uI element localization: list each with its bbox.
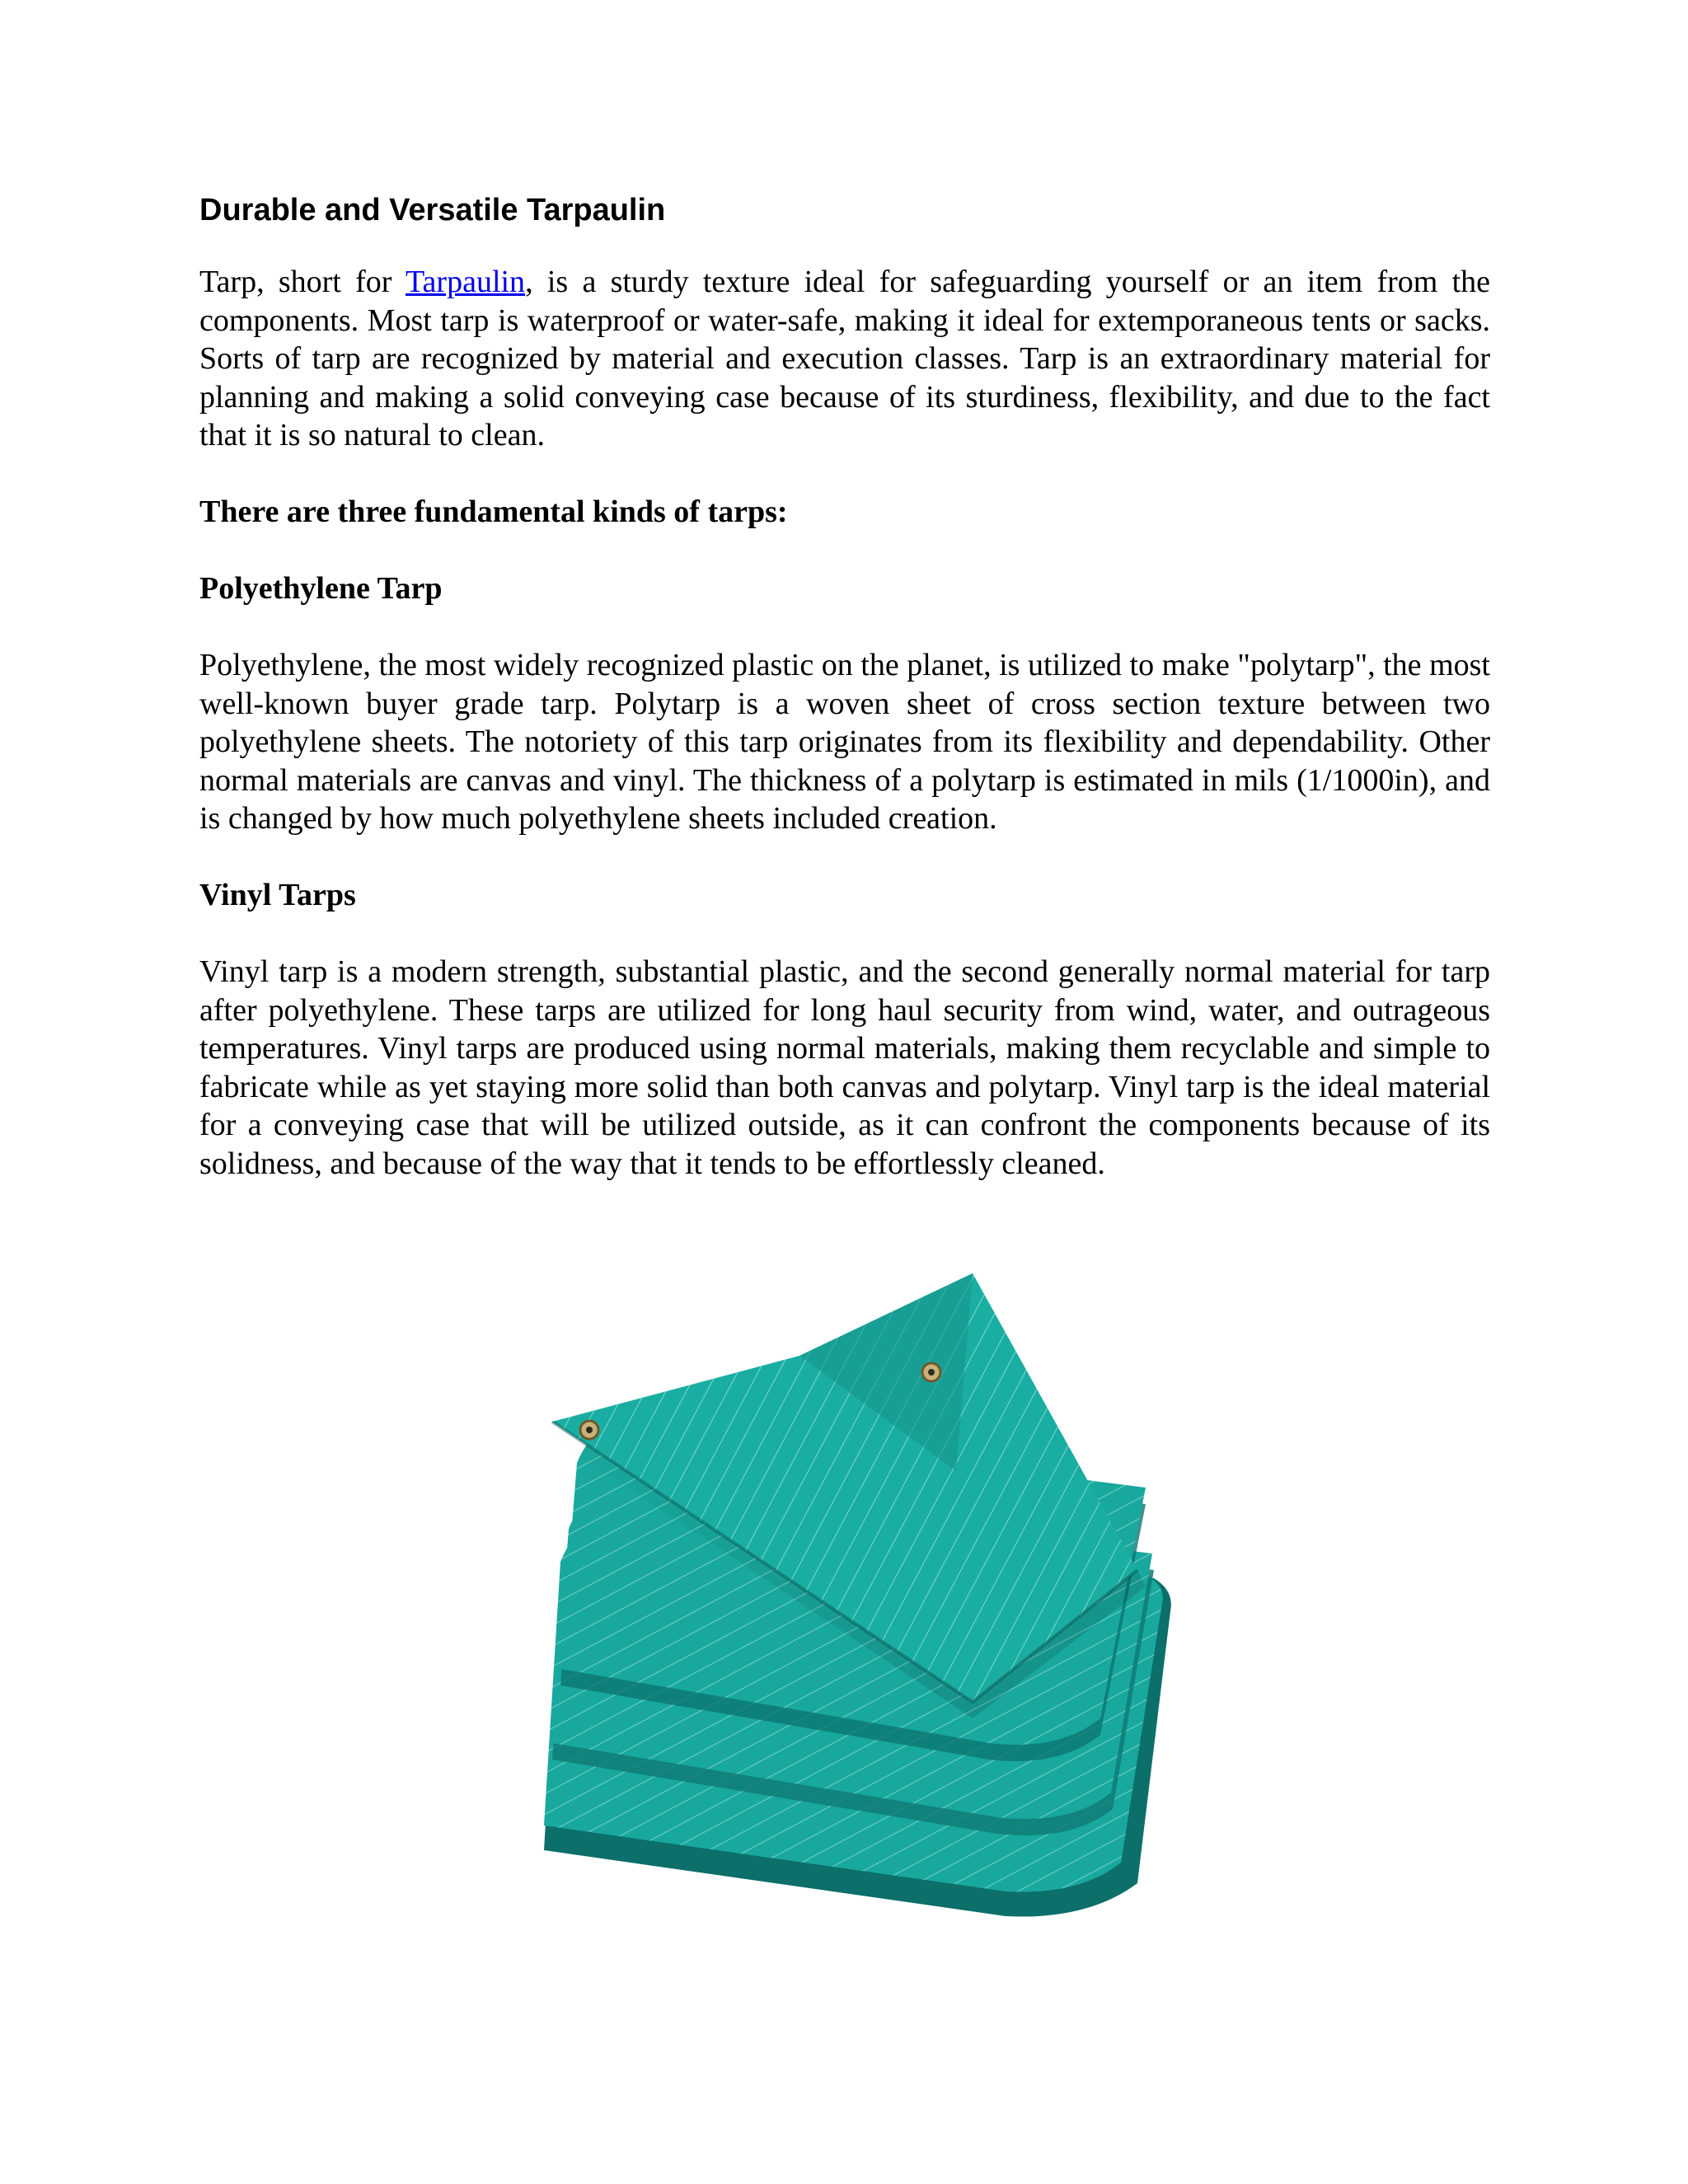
vinyl-paragraph: Vinyl tarp is a modern strength, substantial plastic, and the second generally normal material for tarp after polyethylene. These tarps are utilized for long haul security from wind, water, and outrageous temperatures. Vinyl tarps are produced using normal materials, making them recyclable and simple to fabricate while as yet staying more solid than both canvas and polytarp. Vinyl tarp is the ideal material for a conveying case that will be utilized outside, as it can confront the components because of its solidness, and because of the way that it tends to be effortlessly cleaned. [199, 954, 1490, 1181]
tarp-photo [511, 1257, 1187, 1933]
page-title: Durable and Versatile Tarpaulin [199, 193, 666, 227]
intro-text-before-link: Tarp, short for [199, 265, 406, 299]
kinds-heading: There are three fundamental kinds of tarps: [199, 494, 788, 529]
polyethylene-heading: Polyethylene Tarp [199, 571, 443, 606]
polyethylene-paragraph: Polyethylene, the most widely recognized plastic on the planet, is utilized to make "polytarp", the most well-known buyer grade tarp. Polytarp is a woven sheet of cross section texture between two polyethylene sheets. The notoriety of this tarp originates from its flexibility and dependability. Other normal materials are canvas and vinyl. The thickness of a polytarp is estimated in mils (1/1000in), and is changed by how much polyethylene sheets included creation. [199, 648, 1490, 836]
intro-text-after-link: , is a sturdy texture ideal for safeguarding yourself or an item from the components. Most tarp is waterproof or water-safe, making it ideal for extemporaneous tents or sacks. Sorts of tarp are recognized by material and execution classes. Tarp is an extraordinary material for planning and making a solid conveying case because of its sturdiness, flexibility, and due to the fact that it is so natural to clean. [199, 265, 1490, 452]
tarpaulin-link[interactable]: Tarpaulin [406, 265, 526, 299]
vinyl-heading: Vinyl Tarps [199, 878, 356, 912]
intro-paragraph [199, 263, 1490, 455]
folded-tarp-illustration [511, 1257, 1187, 1933]
document-page [199, 190, 1490, 1183]
